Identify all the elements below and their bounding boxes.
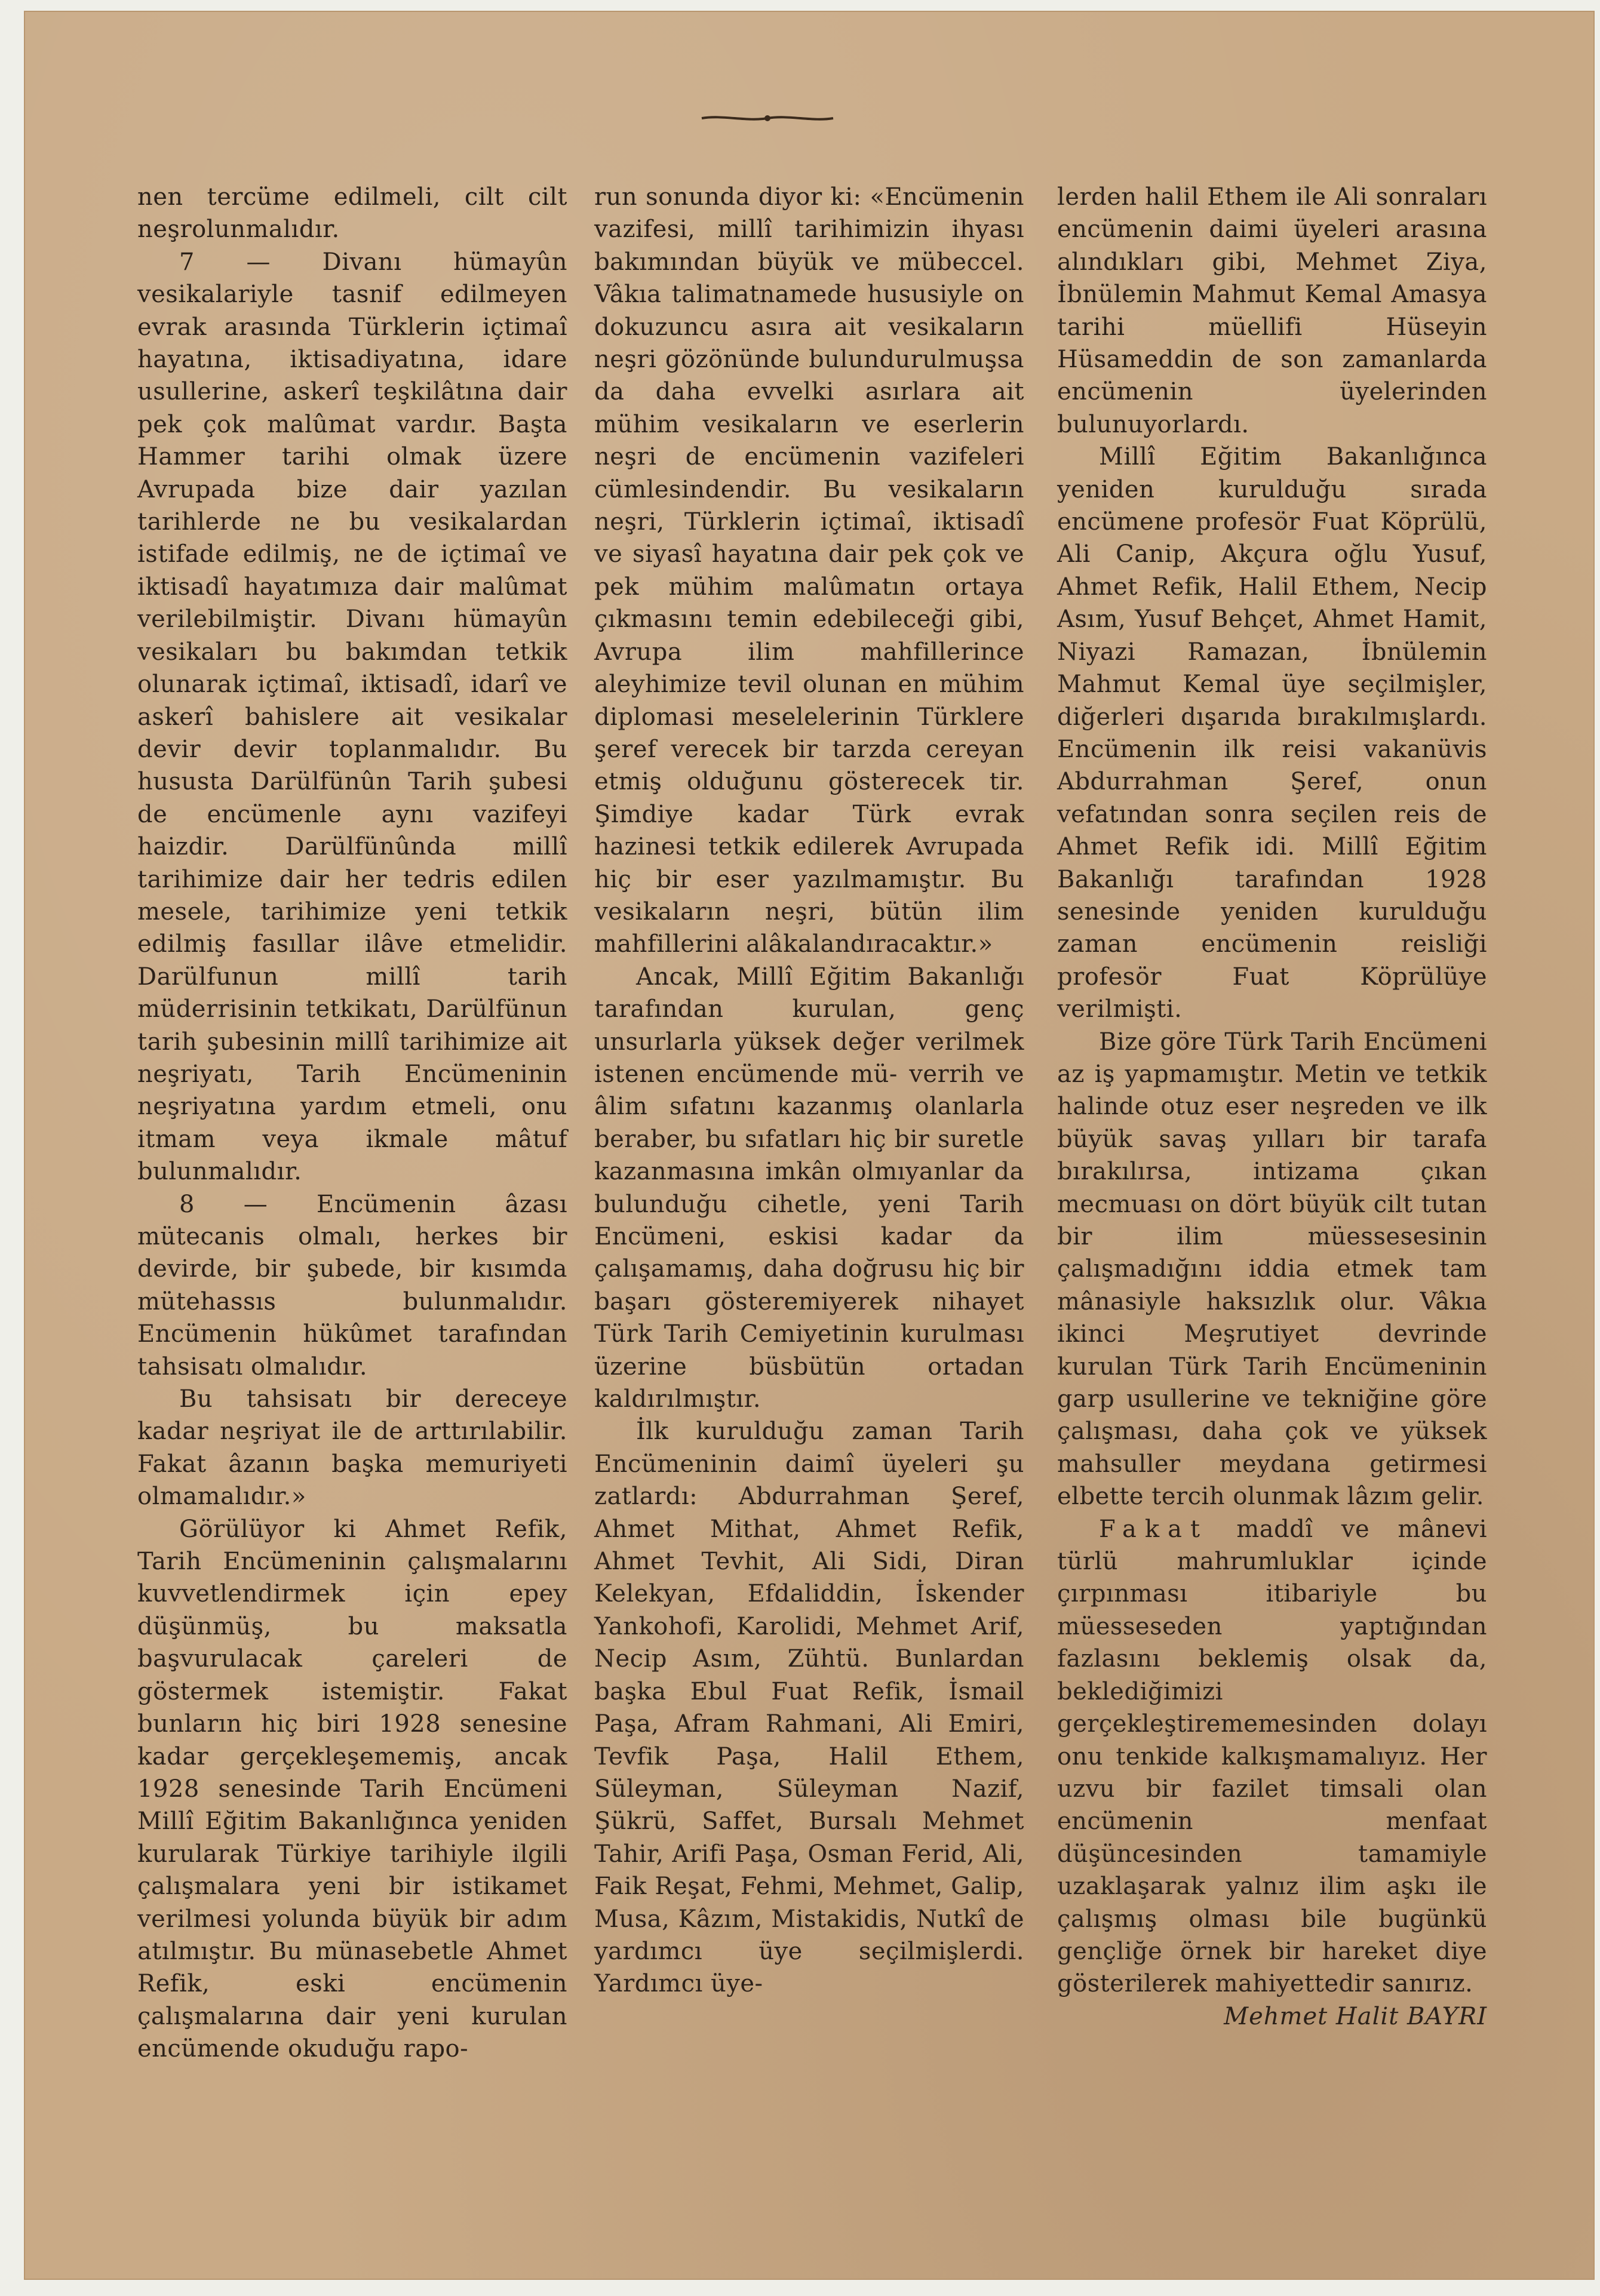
column-right — [1057, 181, 1487, 2033]
paragraph: 8 — Encümenin âzası mütecanis olmalı, herkes bir devirde, bir şubede, bir kısımda mütehassıs bulunmalıdır. Encümenin hükûmet tarafından tahsisatı olmalıdır. — [137, 1190, 567, 1381]
paragraph: Bize göre Türk Tarih Encümeni az iş yapmamıştır. Metin ve tetkik halinde otuz eser neşreden ve ilk büyük savaş yılları bir tarafa bırakılırsa, intizama çıkan mecmuası on dört büyük cilt tutan bir ilim müessesesinin çalışmadığını iddia etmek tam mânasiyle haksızlık olur. Vâkıa ikinci Meşrutiyet devrinde kurulan Türk Tarih Encümeninin garp usullerine ve tekniğine göre çalışması, daha çok ve yüksek mahsuller meydana getirmesi elbette tercih olunmak lâzım gelir. — [1057, 1028, 1487, 1511]
paragraph-final — [1057, 1513, 1487, 2000]
spaced-lead-word: Fakat — [1099, 1515, 1209, 1543]
paragraph: Görülüyor ki Ahmet Refik, Tarih Encümeninin çalışmalarını kuvvetlendirmek için epey düşünmüş, bu maksatla başvurulacak çareleri de göstermek istemiştir. Fakat bunların hiç biri 1928 senesine kadar gerçekleşememiş, ancak 1928 senesinde Tarih Encümeni Millî Eğitim Bakanlığınca yeniden kurularak Türkiye tarihiyle ilgili çalışmalara yeni bir istikamet verilmesi yolunda büyük bir adım atılmıştır. Bu münasebetle Ahmet Refik, eski encümenin çalışmalarına dair yeni kurulan encümende okuduğu rapo- — [137, 1515, 567, 2063]
column-middle — [594, 181, 1024, 2000]
page-sheet — [24, 11, 1595, 2280]
author-signature: Mehmet Halit BAYRI — [1224, 2002, 1487, 2030]
ornament-dash — [699, 106, 836, 130]
paragraph: Millî Eğitim Bakanlığınca yeniden kurulduğu sırada encümene profesör Fuat Köprülü, Ali Canip, Akçura oğlu Yusuf, Ahmet Refik, Halil Ethem, Necip Asım, Yusuf Behçet, Ahmet Hamit, Niyazi Ramazan, İbnülemin Mahmut Kemal üye seçilmişler, diğerleri dışarıda bırakılmışlardı. Encümenin ilk reisi vakanüvis Abdurrahman Şeref, onun vefatından sonra seçilen reis de Ahmet Refik idi. Millî Eğitim Bakanlığı tarafından 1928 senesinde yeniden kurulduğu zaman encümenin reisliği profesör Fuat Köprülüye verilmişti. — [1057, 443, 1487, 1023]
paragraph-final-text: maddî ve mânevi türlü mahrumluklar içinde çırpınması itibariyle bu müesseseden yaptığından fazlasını beklemiş olsak da, beklediğimizi gerçekleştirememesinden dolayı onu tenkide kalkışmamalıyız. Her uzvu bir fazilet timsali olan encümenin menfaat düşüncesinden tamamiyle uzaklaşarak yalnız ilim aşkı ile çalışmış olması bile bugünkü gençliğe örnek bir hareket diye gösterilerek mahiyettedir sanırız. — [1057, 1515, 1487, 1998]
paragraph: run sonunda diyor ki: «Encümenin vazifesi, millî tarihimizin ihyası bakımından büyük ve mübeccel. Vâkıa talimatnamede hususiyle on dokuzuncu asıra ait vesikaların neşri gözönünde bulundurulmuşsa da daha evvelki asırlara ait mühim vesikaların ve eserlerin neşri de encümenin vazifeleri cümlesindendir. Bu vesikaların neşri, Türklerin içtimaî, iktisadî ve siyasî hayatına dair pek çok ve pek mühim malûmatın ortaya çıkmasını temin edebileceği gibi, Avrupa ilim mahfillerince aleyhimize tevil olunan en mühim diplomasi meselelerinin Türklere şeref verecek bir tarzda cereyan etmiş olduğunu gösterecek tir. Şimdiye kadar Türk evrak hazinesi tetkik edilerek Avrupada hiç bir eser yazılmamıştır. Bu vesikaların neşri, bütün ilim mahfillerini alâkalandıracaktır.» — [594, 183, 1024, 958]
paragraph: lerden halil Ethem ile Ali sonraları encümenin daimi üyeleri arasına alındıkları gibi, Mehmet Ziya, İbnülemin Mahmut Kemal Amasya tarihi müellifi Hüseyin Hüsameddin de son zamanlarda encümenin üyelerinden bulunuyorlardı. — [1057, 183, 1487, 438]
paragraph: nen tercüme edilmeli, cilt cilt neşrolunmalıdır. — [137, 183, 567, 244]
paragraph: 7 — Divanı hümayûn vesikalariyle tasnif edilmeyen evrak arasında Türklerin içtimaî hayatına, iktisadiyatına, idare usullerine, askerî teşkilâtına dair pek çok malûmat vardır. Başta Hammer tarihi olmak üzere Avrupada bize dair yazılan tarihlerde ne bu vesikalardan istifade edilmiş, ne de içtimaî ve iktisadî hayatımıza dair malûmat verilebilmiştir. Divanı hümayûn vesikaları bu bakımdan tetkik olunarak içtimaî, iktisadî, idarî ve askerî bahislere ait vesikalar devir devir toplanmalıdır. Bu hususta Darülfünûn Tarih şubesi de encümenle aynı vazifeyi haizdir. Darülfünûnda millî tarihimize dair her tedris edilen mesele, tarihimize yeni tetkik edilmiş fasıllar ilâve etmelidir. Darülfunun millî tarih müderrisinin tetkikatı, Darülfünun tarih şubesinin millî tarihimize ait neşriyatı, Tarih Encümeninin neşriyatına yardım etmeli, onu itmam veya ikmale mâtuf bulunmalıdır. — [137, 248, 567, 1186]
column-left — [137, 181, 567, 2066]
paragraph: Bu tahsisatı bir dereceye kadar neşriyat ile de arttırılabilir. Fakat âzanın başka memuriyeti olmamalıdır.» — [137, 1385, 567, 1511]
paragraph: İlk kurulduğu zaman Tarih Encümeninin daimî üyeleri şu zatlardı: Abdurrahman Şeref, Ahmet Mithat, Ahmet Refik, Ahmet Tevhit, Ali Sidi, Diran Kelekyan, Efdaliddin, İskender Yankohofi, Karolidi, Mehmet Arif, Necip Asım, Zühtü. Bunlardan başka Ebul Fuat Refik, İsmail Paşa, Afram Rahmani, Ali Emiri, Tevfik Paşa, Halil Ethem, Süleyman, Süleyman Nazif, Şükrü, Saffet, Bursalı Mehmet Tahir, Arifi Paşa, Osman Ferid, Ali, Faik Reşat, Fehmi, Mehmet, Galip, Musa, Kâzım, Mistakidis, Nutkî de yardımcı üye seçilmişlerdi. Yardımcı üye- — [594, 1418, 1024, 1998]
paragraph: Ancak, Millî Eğitim Bakanlığı tarafından kurulan, genç unsurlarla yüksek değer verilmek istenen encümende mü- verrih ve âlim sıfatını kazanmış olanlarla beraber, bu sıfatları hiç bir suretle kazanmasına imkân olmıyanlar da bulunduğu cihetle, yeni Tarih Encümeni, eskisi kadar da çalışamamış, daha doğrusu hiç bir başarı gösteremiyerek nihayet Türk Tarih Cemiyetinin kurulması üzerine büsbütün ortadan kaldırılmıştır. — [594, 963, 1024, 1413]
